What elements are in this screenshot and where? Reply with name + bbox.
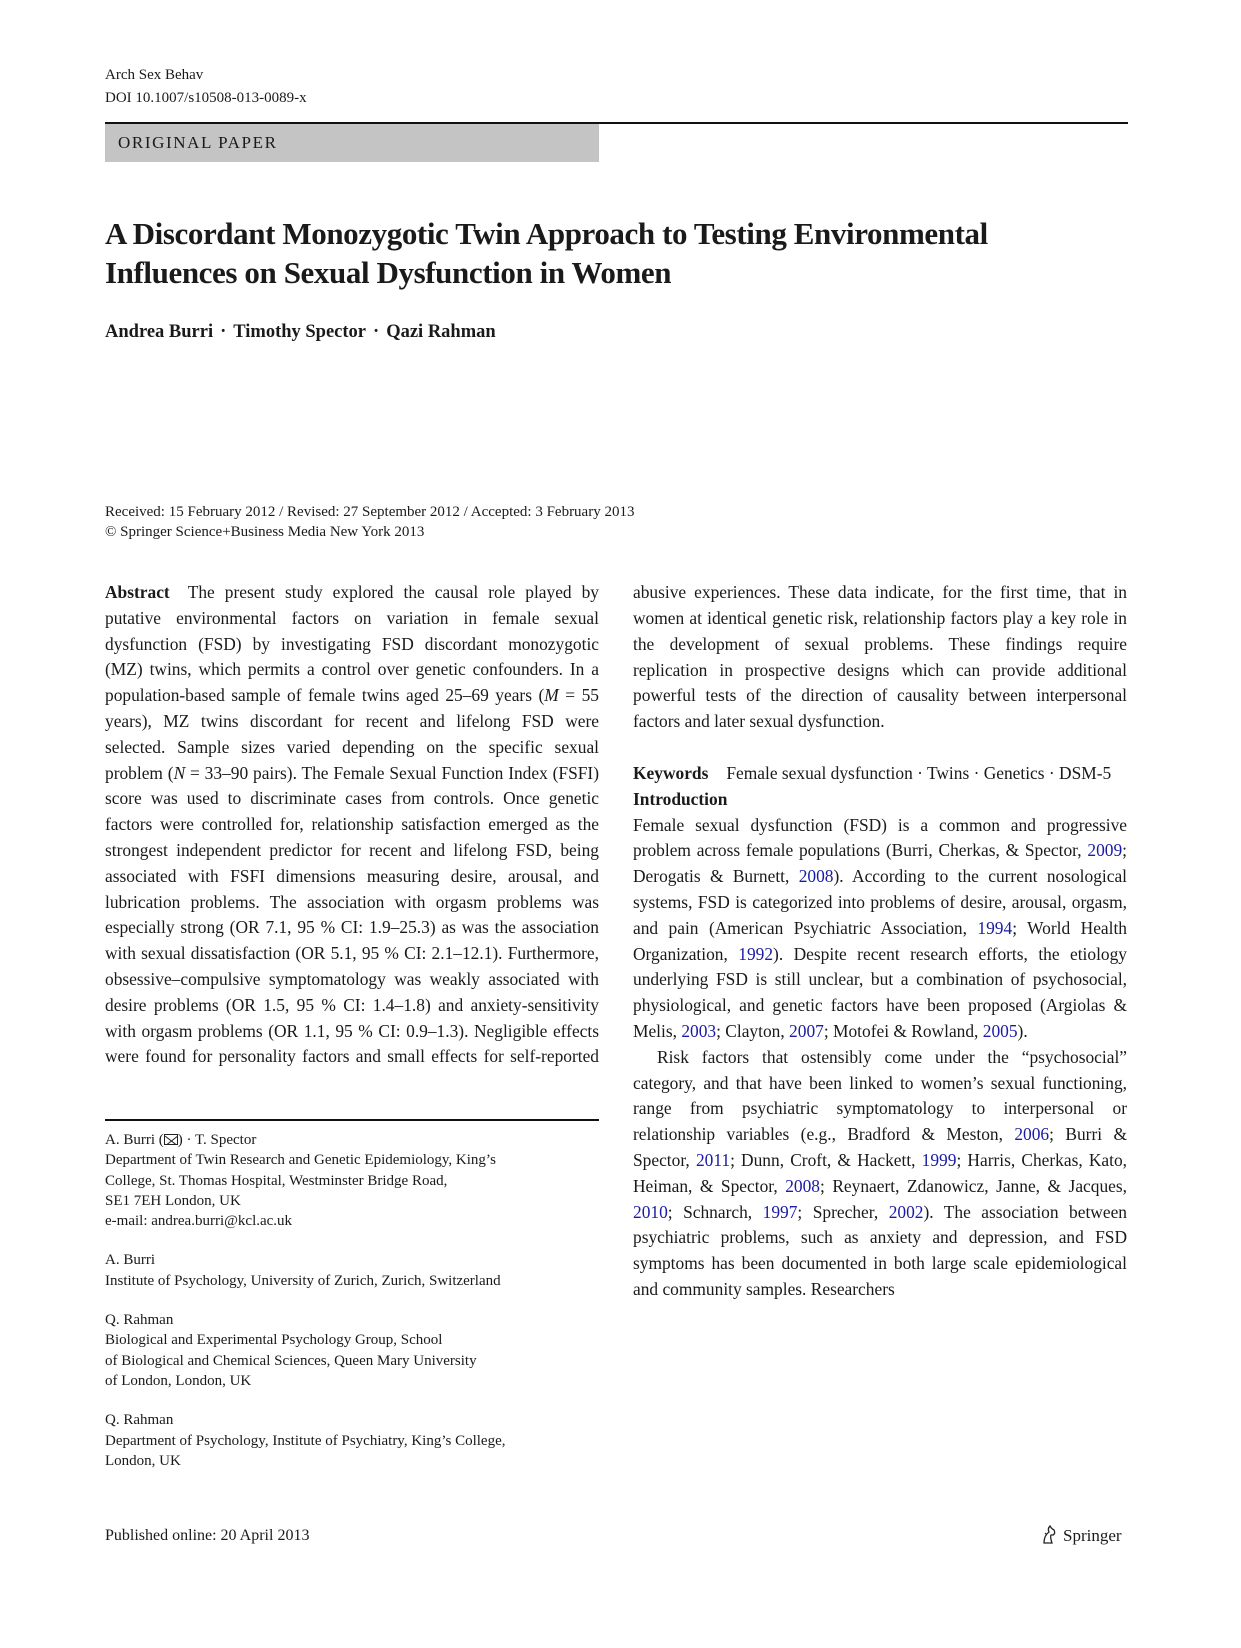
body-text: ). Despite recent research efforts, the etiology underlying FSD is still unclear, but a combination of psychosocial, physiological, and genetic factors have been proposed (Argiolas & Melis, <box>633 943 1128 1041</box>
affiliation-name: Q. Rahman <box>105 1412 174 1429</box>
body-text: ; World Health Organization, <box>633 917 1127 964</box>
body-text: Female sexual dysfunction (FSD) is a common and progressive problem across female populations (Burri, Cherkas, & Spector, <box>633 814 1127 861</box>
author-name[interactable]: Andrea Burri <box>105 322 214 342</box>
abstract-continuation-window <box>633 580 1127 761</box>
keywords <box>633 761 1127 787</box>
citation-link[interactable]: 2002 <box>888 1201 924 1222</box>
title-line-1: A Discordant Monozygotic Twin Approach to Testing Environmental <box>105 216 988 251</box>
article-history <box>105 502 634 542</box>
affiliation-name: Q. Rahman <box>105 1312 174 1329</box>
affiliation-line: of London, London, UK <box>105 1372 252 1389</box>
title-line-2: Influences on Sexual Dysfunction in Women <box>105 255 672 290</box>
body-text: ). <box>1017 1020 1028 1041</box>
body-text: ; Sprecher, <box>797 1201 889 1222</box>
email-link[interactable]: e-mail: andrea.burri@kcl.ac.uk <box>105 1213 293 1230</box>
journal-name: Arch Sex Behav <box>105 67 204 83</box>
correspondence-names <box>105 1130 599 1150</box>
author-list <box>105 322 496 343</box>
body-text: ; Derogatis & Burnett, <box>633 840 1127 887</box>
abstract-continuation <box>633 580 1127 735</box>
abstract-column-left <box>105 580 599 1073</box>
intro-paragraph-2 <box>633 1045 1127 1303</box>
affiliation-line: Department of Twin Research and Genetic Epidemiology, King’s <box>105 1152 496 1169</box>
abstract-text-part2: = 55 years), MZ twins discordant for recent and lifelong FSD were selected. Sample sizes varied depending on the specific sexual problem ( <box>105 685 599 783</box>
abstract-text-part3: = 33–90 pairs). The Female Sexual Function Index (FSFI) score was used to discriminate cases from controls. Once genetic factors were controlled for, relationship satisfaction emerged as the strongest independent predictor for recent and lifelong FSD, being associated with FSFI dimensions measuring desire, arousal, and lubrication problems. The association with orgasm problems was especially strong (OR 7.1, 95 % CI: 1.9–25.3) as was the association with sexual dissatisfaction (OR 5.1, 95 % CI: 2.1–12.1). Furthermore, obsessive–compulsive symptomatology was weakly associated with desire problems (OR 1.5, 95 % CI: 1.4–1.8) and anxiety-sensitivity with orgasm problems (OR 1.1, 95 % CI: 0.9–1.3). Negligible effects were found for personality factors and small effects for self-reported <box>105 762 599 1067</box>
article-title <box>105 214 1145 292</box>
keywords-text: Female sexual dysfunction · Twins · Genetics · DSM-5 <box>726 763 1112 783</box>
affiliation-line: Biological and Experimental Psychology Group, School <box>105 1332 443 1349</box>
published-online: Published online: 20 April 2013 <box>105 1527 310 1544</box>
introduction-heading: Introduction <box>633 788 728 809</box>
abstract-text-part3: abusive experiences. These data indicate, for the first time, that in women at identical genetic risk, relationship factors play a key role in the development of sexual problems. These findings require replication in prospective designs which can provide additional powerful tests of the direction of causality between interpersonal factors and later sexual dysfunction. <box>633 582 1127 732</box>
citation-link[interactable]: 2010 <box>633 1201 668 1222</box>
article-type-band <box>105 124 599 162</box>
envelope-icon[interactable] <box>164 1134 178 1145</box>
citation-link[interactable]: 1992 <box>738 943 774 964</box>
citation-link[interactable]: 2008 <box>785 1175 820 1196</box>
right-column <box>633 580 1127 1303</box>
citation-link[interactable]: 2003 <box>681 1020 717 1041</box>
body-text: ; Dunn, Croft, & Hackett, <box>730 1149 922 1170</box>
affiliation-line: London, UK <box>105 1452 181 1469</box>
affiliation-line: College, St. Thomas Hospital, Westminster Bridge Road, <box>105 1172 448 1189</box>
footnote-rule <box>105 1119 599 1121</box>
affiliation-line: Department of Psychology, Institute of Psychiatry, King’s College, <box>105 1432 506 1449</box>
citation-link[interactable]: 2011 <box>695 1149 731 1170</box>
body-text: ; Harris, Cherkas, Kato, Heiman, & Spector, <box>633 1149 1128 1196</box>
abstract-text-part1: The present study explored the causal role played by putative environmental factors on variation in female sexual dysfunction (FSD) by investigating FSD discordant monozygotic (MZ) twins, which permits a control over genetic confounders. In a population-based sample of female twins aged 25–69 years ( <box>105 582 599 706</box>
citation-link[interactable]: 2007 <box>789 1020 824 1041</box>
affiliations <box>105 1130 599 1490</box>
affiliation-name: A. Burri <box>105 1252 155 1269</box>
affiliation-line: of Biological and Chemical Sciences, Queen Mary University <box>105 1352 477 1369</box>
citation-link[interactable]: 2005 <box>982 1020 1018 1041</box>
author-name[interactable]: Qazi Rahman <box>386 322 496 342</box>
intro-paragraph-1 <box>633 813 1127 1045</box>
keywords-label: Keywords <box>633 763 709 783</box>
body-text: ; Clayton, <box>716 1020 790 1041</box>
affiliation-block <box>105 1310 599 1391</box>
affiliation-line: SE1 7EH London, UK <box>105 1192 241 1209</box>
body-text: ; Motofei & Rowland, <box>823 1020 983 1041</box>
body-text: ; Reynaert, Zdanowicz, Janne, & Jacques, <box>820 1175 1127 1196</box>
publisher-name: Springer <box>1063 1526 1122 1545</box>
body-text: Risk factors that ostensibly come under the “psychosocial” category, and that have been linked to women’s sexual functioning, range from psychiatric symptomatology to interpersonal or relationship variables (e.g., Bradford & Meston, <box>633 1046 1127 1145</box>
mean-symbol: M <box>544 685 559 706</box>
author-separator: · <box>220 322 227 342</box>
springer-horse-icon <box>1040 1525 1058 1550</box>
affiliation-block <box>105 1410 599 1471</box>
citation-link[interactable]: 2008 <box>798 866 834 887</box>
copyright-line: © Springer Science+Business Media New York 2013 <box>105 524 425 540</box>
affiliation-block <box>105 1250 599 1291</box>
body-text: ; Burri & Spector, <box>633 1124 1127 1170</box>
citation-link[interactable]: 2009 <box>1087 840 1123 861</box>
abstract <box>105 580 599 1073</box>
body-text: ; Schnarch, <box>667 1201 763 1222</box>
publisher-logo[interactable] <box>1040 1525 1122 1550</box>
body-text: ). The association between psychiatric problems, such as anxiety and depression, and FSD symptoms has been documented in both large scale epidemiological and community samples. Researchers <box>633 1201 1127 1299</box>
journal-meta <box>105 64 307 110</box>
history-dates: Received: 15 February 2012 / Revised: 27 September 2012 / Accepted: 3 February 2013 <box>105 504 635 520</box>
author-separator: · <box>373 322 380 342</box>
citation-link[interactable]: 2006 <box>1014 1124 1050 1145</box>
citation-link[interactable]: 1997 <box>762 1201 798 1222</box>
n-symbol: N <box>173 762 186 783</box>
doi[interactable]: DOI 10.1007/s10508-013-0089-x <box>105 90 307 106</box>
affiliation-line: Institute of Psychology, University of Zurich, Zurich, Switzerland <box>105 1272 501 1289</box>
abstract-label: Abstract <box>105 582 170 602</box>
citation-link[interactable]: 1999 <box>921 1149 957 1170</box>
correspondence-name-b: ) · T. Spector <box>177 1132 257 1148</box>
article-type-label: ORIGINAL PAPER <box>118 133 278 152</box>
body-text: ). According to the current nosological systems, FSD is categorized into problems of desire, arousal, orgasm, and pain (American Psychiatric Association, <box>633 866 1127 938</box>
correspondence-block <box>105 1130 599 1231</box>
citation-link[interactable]: 1994 <box>977 917 1013 938</box>
correspondence-name-a: A. Burri ( <box>105 1132 164 1148</box>
author-name[interactable]: Timothy Spector <box>233 322 367 342</box>
